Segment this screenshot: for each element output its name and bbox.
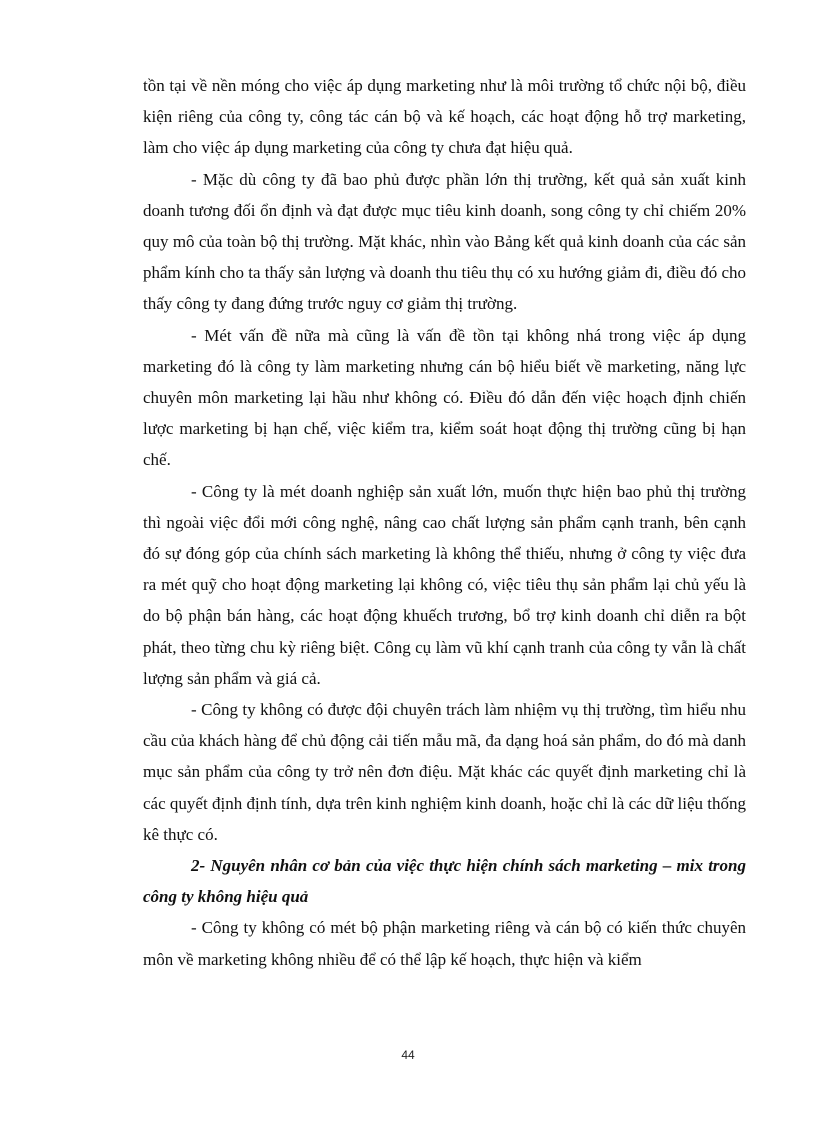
paragraph-continuation: tồn tại về nền móng cho việc áp dụng marketing như là môi trường tổ chức nội bộ, điều kiện riêng của công ty, công tác cán bộ và kế hoạch, các hoạt động hỗ trợ marketing, làm cho việc áp dụng marketing của công ty chưa đạt hiệu quả. xyxy=(143,76,746,158)
body-text xyxy=(143,70,746,975)
paragraph-marketing-department: - Công ty không có mét bộ phận marketing riêng và cán bộ có kiến thức chuyên môn về marketing không nhiều để có thể lập kế hoạch, thực hiện và kiểm xyxy=(143,918,746,969)
paragraph-market-coverage: - Mặc dù công ty đã bao phủ được phần lớn thị trường, kết quả sản xuất kinh doanh tương đối ổn định và đạt được mục tiêu kinh doanh, song công ty chỉ chiếm 20% quy mô của toàn bộ thị trường. Mặt khác, nhìn vào Bảng kết quả kinh doanh của các sản phẩm kính cho ta thấy sản lượng và doanh thu tiêu thụ có xu hướng giảm đi, điều đó cho thấy công ty đang đứng trước nguy cơ giảm thị trường. xyxy=(143,169,746,314)
page-number: 44 xyxy=(401,1048,415,1062)
section-heading: 2- Nguyên nhân cơ bản của việc thực hiện chính sách marketing – mix trong công ty không hiệu quả xyxy=(143,856,746,907)
paragraph-large-enterprise: - Công ty là mét doanh nghiệp sản xuất lớn, muốn thực hiện bao phủ thị trường thì ngoài việc đổi mới công nghệ, nâng cao chất lượng sản phẩm cạnh tranh, bên cạnh đó sự đóng góp của chính sách marketing là không thể thiếu, nhưng ở công ty việc đưa ra mét quỹ cho hoạt động marketing lại không có, việc tiêu thụ sản phẩm lại chủ yếu là do bộ phận bán hàng, các hoạt động khuếch trương, bổ trợ kinh doanh chỉ diễn ra bột phát, theo từng chu kỳ riêng biệt. Công cụ làm vũ khí cạnh tranh của công ty vẫn là chất lượng sản phẩm và giá cả. xyxy=(143,481,746,688)
paragraph-market-team: - Công ty không có được đội chuyên trách làm nhiệm vụ thị trường, tìm hiểu nhu cầu của khách hàng để chủ động cải tiến mẫu mã, đa dạng hoá sản phẩm, do đó mà danh mục sản phẩm của công ty trở nên đơn điệu. Mặt khác các quyết định marketing chỉ là các quyết định định tính, dựa trên kinh nghiệm kinh doanh, hoặc chỉ là các dữ liệu thống kê thực có. xyxy=(143,700,746,844)
paragraph-marketing-staff: - Mét vấn đề nữa mà cũng là vấn đề tồn tại không nhá trong việc áp dụng marketing đó là công ty làm marketing nhưng cán bộ hiểu biết về marketing, năng lực chuyên môn marketing lại hầu như không có. Điều đó dẫn đến việc hoạch định chiến lược marketing bị hạn chế, việc kiểm tra, kiểm soát hoạt động thị trường cũng bị hạn chế. xyxy=(143,325,746,470)
